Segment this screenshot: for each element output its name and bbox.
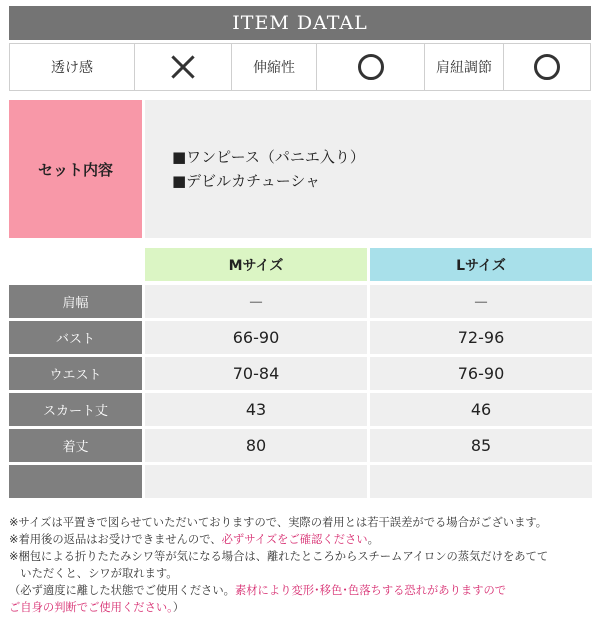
set-contents-list <box>145 100 591 238</box>
row-label: バスト <box>9 321 142 354</box>
note-line <box>9 599 595 616</box>
row-label: 肩幅 <box>9 285 142 318</box>
note-line: ※梱包による折りたたみシワ等が気になる場合は、離れたところからスチームアイロンの蒸気だけをあてて <box>9 550 549 563</box>
row-label: スカート丈 <box>9 393 142 426</box>
attr-see-through-value <box>135 44 231 90</box>
size-l-header: Lサイズ <box>370 248 592 281</box>
row-value-m: 66-90 <box>145 321 367 354</box>
note-text: ） <box>172 601 185 614</box>
note-line <box>9 531 595 548</box>
row-label: 着丈 <box>9 429 142 462</box>
attr-strap-label: 肩紐調節 <box>436 60 492 76</box>
row-value-m: 43 <box>145 393 367 426</box>
note-line: ※サイズは平置きで図らせていただいておりますので、実際の着用とは若干誤差がでる場合がございます。 <box>9 516 548 529</box>
note-text: 。 <box>367 533 379 546</box>
size-m-header: Mサイズ <box>145 248 367 281</box>
attr-stretch-label: 伸縮性 <box>253 60 295 76</box>
attr-stretch-label-cell <box>232 44 316 90</box>
row-value-l: 85 <box>370 429 592 462</box>
row-value-l: 46 <box>370 393 592 426</box>
circle-mark-icon <box>534 54 560 80</box>
row-value-m: － <box>145 285 367 318</box>
attr-see-through-label: 透け感 <box>51 60 93 76</box>
row-value-m: 80 <box>145 429 367 462</box>
row-value-l <box>370 465 592 498</box>
set-item: ■デビルカチューシャ <box>172 172 321 190</box>
attr-see-through-label-cell <box>10 44 134 90</box>
note-text: ※着用後の返品はお受けできませんので、 <box>9 533 222 546</box>
row-label <box>9 465 142 498</box>
row-value-m: 70-84 <box>145 357 367 390</box>
circle-mark-icon <box>358 54 384 80</box>
row-value-l: 72-96 <box>370 321 592 354</box>
note-highlight: 必ずサイズをご確認ください <box>221 533 368 546</box>
row-label: ウエスト <box>9 357 142 390</box>
cross-mark-icon <box>171 55 195 79</box>
note-text: （必ず適度に離した状態でご使用ください。 <box>9 584 235 597</box>
attr-stretch-value <box>317 44 424 90</box>
item-detail-header: ITEM DATAL <box>9 6 591 40</box>
attribute-bar <box>9 43 591 91</box>
note-line: いただくと、シワが取れます。 <box>9 567 178 580</box>
notes <box>9 514 595 616</box>
set-contents-label: セット内容 <box>9 100 142 238</box>
row-value-l: 76-90 <box>370 357 592 390</box>
attr-strap-value <box>504 44 590 90</box>
note-line <box>9 582 595 599</box>
row-value-m <box>145 465 367 498</box>
row-value-l: － <box>370 285 592 318</box>
note-highlight: ご自身の判断でご使用ください。 <box>9 601 173 614</box>
attr-strap-label-cell <box>425 44 503 90</box>
note-highlight: 素材により変形･移色･色落ちする恐れがありますので <box>234 584 507 597</box>
set-item: ■ワンピース（パニエ入り） <box>172 148 365 166</box>
